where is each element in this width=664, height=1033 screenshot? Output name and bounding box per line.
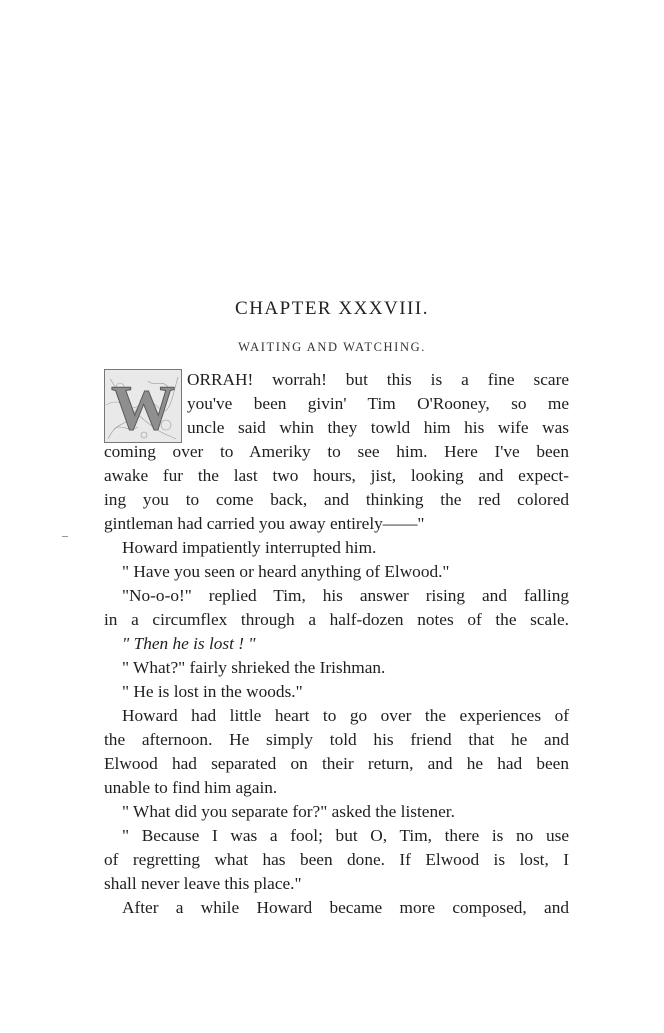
- text-line: coming over to Ameriky to see him. Here I've been: [104, 442, 569, 461]
- ornamental-initial-w-icon: [104, 369, 182, 443]
- text-line: ing you to come back, and thinking the red colored: [104, 490, 569, 509]
- text-line: you've been givin' Tim O'Rooney, so me: [187, 394, 569, 413]
- first-paragraph-opening: [187, 368, 569, 440]
- text-line: " Have you seen or heard anything of Elwood.": [122, 562, 450, 581]
- text-line: uncle said whin they towld him his wife was: [187, 418, 569, 437]
- text-line: ORRAH! worrah! but this is a fine scare: [187, 370, 569, 389]
- margin-mark: [62, 536, 68, 537]
- text-line: " What did you separate for?" asked the listener.: [122, 802, 455, 821]
- svg-text:W: W: [111, 372, 175, 443]
- text-line: of regretting what has been done. If Elwood is lost, I: [104, 850, 569, 869]
- text-line: "No-o-o!" replied Tim, his answer rising and falling: [122, 586, 569, 605]
- text-line: Howard impatiently interrupted him.: [122, 538, 377, 557]
- text-line: shall never leave this place.": [104, 874, 302, 893]
- text-line: After a while Howard became more composed, and: [122, 898, 569, 917]
- text-line: Elwood had separated on their return, and he had been: [104, 754, 569, 773]
- text-line: gintleman had carried you away entirely——": [104, 514, 425, 533]
- text-line: " What?" fairly shrieked the Irishman.: [122, 658, 386, 677]
- text-line: awake fur the last two hours, jist, looking and expect-: [104, 466, 569, 485]
- text-line: " He is lost in the woods.": [122, 682, 303, 701]
- text-line-emphasis: " Then he is lost ! ": [122, 634, 256, 653]
- chapter-subtitle: WAITING AND WATCHING.: [238, 340, 426, 354]
- body-text: [104, 440, 569, 920]
- text-line: the afternoon. He simply told his friend that he and: [104, 730, 569, 749]
- text-line: Howard had little heart to go over the experiences of: [122, 706, 569, 725]
- text-line: in a circumflex through a half-dozen notes of the scale.: [104, 610, 569, 629]
- text-line: unable to find him again.: [104, 778, 278, 797]
- chapter-title: CHAPTER XXXVIII.: [235, 298, 429, 319]
- text-line: " Because I was a fool; but O, Tim, there is no use: [122, 826, 569, 845]
